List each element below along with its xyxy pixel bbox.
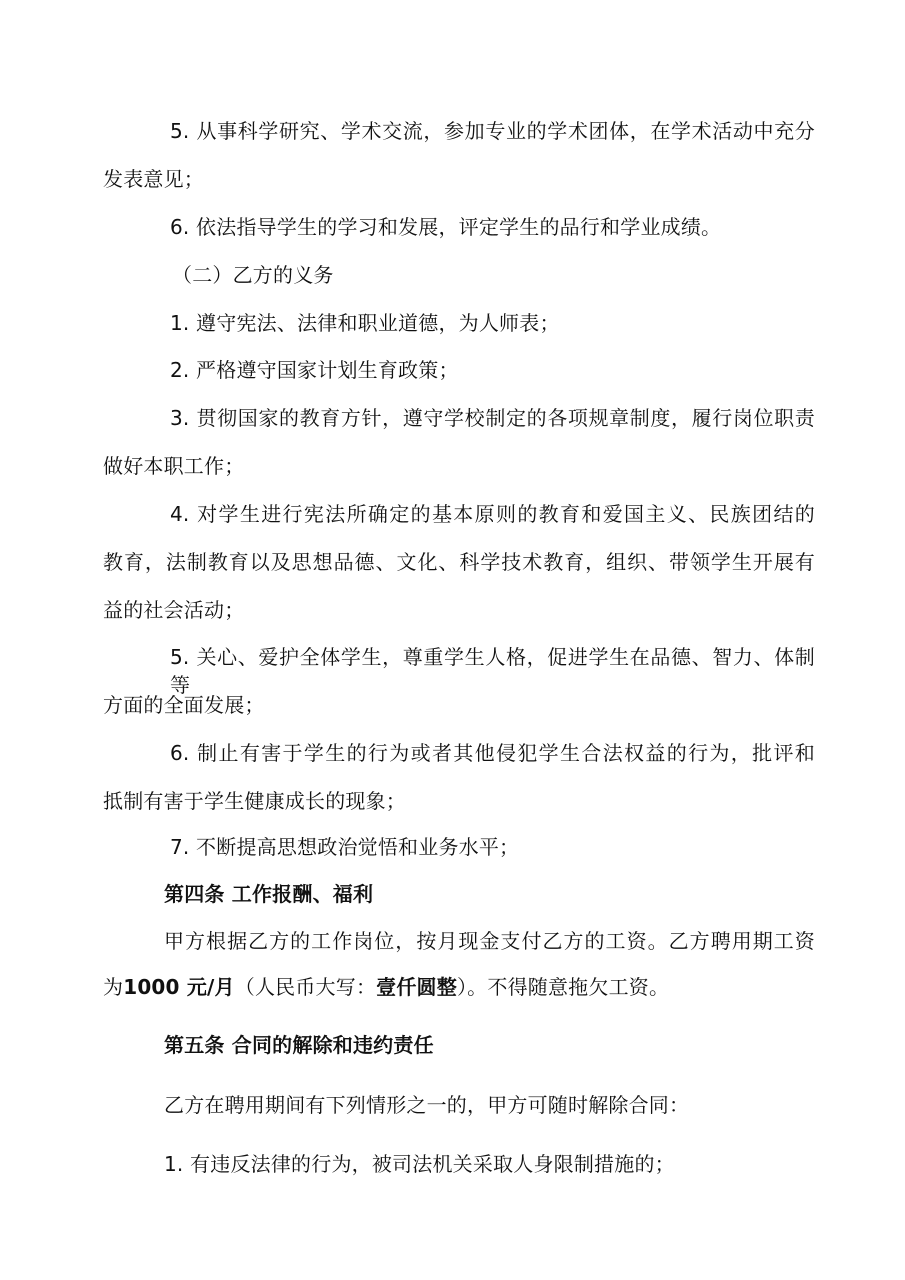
- obligation-item-4-line-2: 教育，法制教育以及思想品德、文化、科学技术教育，组织、带领学生开展有: [103, 550, 815, 574]
- obligation-item-3-line-2: 做好本职工作；: [103, 454, 245, 478]
- right-item-6: 6. 依法指导学生的学习和发展，评定学生的品行和学业成绩。: [170, 215, 722, 239]
- obligation-item-5-line-2: 方面的全面发展；: [103, 693, 265, 717]
- obligation-item-6-line-2: 抵制有害于学生健康成长的现象；: [103, 789, 406, 813]
- obligation-item-2: 2. 严格遵守国家计划生育政策；: [170, 358, 459, 382]
- right-item-5-line-2: 发表意见；: [103, 167, 204, 191]
- termination-item-1: 1. 有违反法律的行为，被司法机关采取人身限制措施的；: [164, 1152, 675, 1176]
- salary-paragraph-line-2: [103, 973, 669, 1001]
- salary-suffix: ）。不得随意拖欠工资。: [456, 975, 670, 999]
- obligation-item-1: 1. 遵守宪法、法律和职业道德，为人师表；: [170, 311, 560, 335]
- section-heading-obligations: （二）乙方的义务: [172, 263, 334, 287]
- obligation-item-6-line-1: 6. 制止有害于学生的行为或者其他侵犯学生合法权益的行为，批评和: [170, 741, 815, 765]
- right-item-5-line-1: 5. 从事科学研究、学术交流，参加专业的学术团体，在学术活动中充分: [170, 119, 815, 143]
- obligation-item-3-line-1: 3. 贯彻国家的教育方针，遵守学校制定的各项规章制度，履行岗位职责: [170, 406, 815, 430]
- salary-mid: （人民币大写：: [234, 975, 377, 999]
- obligation-item-7: 7. 不断提高思想政治觉悟和业务水平；: [170, 835, 520, 859]
- salary-amount: 1000 元/月: [123, 975, 235, 999]
- obligation-item-4-line-3: 益的社会活动；: [103, 598, 245, 622]
- article-4-heading: 第四条 工作报酬、福利: [164, 882, 374, 906]
- obligation-item-5-line-1: 5. 关心、爱护全体学生，尊重学生人格，促进学生在品德、智力、体制等: [170, 645, 815, 697]
- obligation-item-4-line-1: 4. 对学生进行宪法所确定的基本原则的教育和爱国主义、民族团结的: [170, 502, 815, 526]
- termination-intro: 乙方在聘用期间有下列情形之一的，甲方可随时解除合同：: [164, 1093, 690, 1117]
- article-5-heading: 第五条 合同的解除和违约责任: [164, 1033, 434, 1057]
- salary-prefix: 为: [103, 975, 124, 999]
- salary-amount-words: 壹仟圆整: [376, 975, 457, 999]
- salary-paragraph-line-1: 甲方根据乙方的工作岗位，按月现金支付乙方的工资。乙方聘用期工资: [164, 929, 815, 953]
